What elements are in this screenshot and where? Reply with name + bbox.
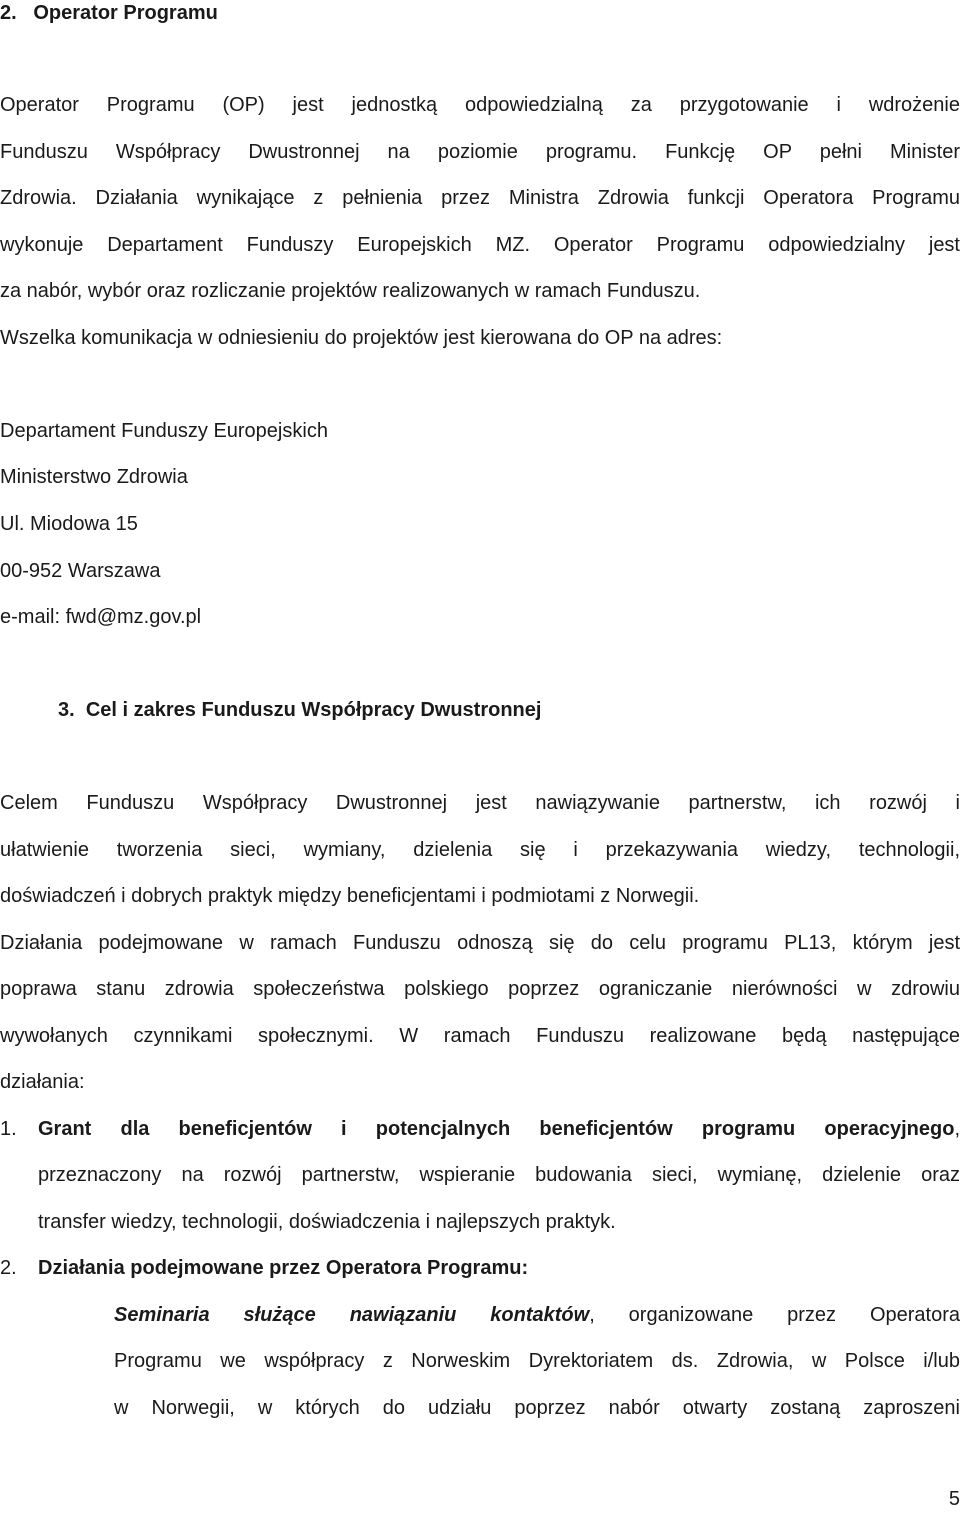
list-item-2-sub-line: w Norwegii, w których do udziału poprzez nabór otwarty zostaną zaproszeni: [114, 1397, 960, 1419]
section-3-para-line: poprawa stanu zdrowia społeczeństwa polskiego poprzez ograniczanie nierówności w zdrowiu: [0, 978, 960, 1000]
list-item-2-sub-first-line: [114, 1302, 960, 1328]
section-3-para-line: wywołanych czynnikami społecznymi. W ramach Funduszu realizowane będą następujące: [0, 1025, 960, 1047]
section-2-para-line: za nabór, wybór oraz rozliczanie projektów realizowanych w ramach Funduszu.: [0, 280, 701, 302]
list-item-1-line: transfer wiedzy, technologii, doświadczenia i najlepszych praktyk.: [38, 1211, 616, 1233]
section-3-para-line: Działania podejmowane w ramach Funduszu odnoszą się do celu programu PL13, którym jest: [0, 932, 960, 954]
section-2-para-line: Zdrowia. Działania wynikające z pełnienia przez Ministra Zdrowia funkcji Operatora Programu: [0, 187, 960, 209]
section-2-para-line: wykonuje Departament Funduszy Europejskich MZ. Operator Programu odpowiedzialny jest: [0, 234, 960, 256]
address-city: 00-952 Warszawa: [0, 560, 161, 582]
section-2-number: 2.: [0, 2, 17, 24]
page-number: 5: [948, 1488, 960, 1510]
section-3-para-line: ułatwienie tworzenia sieci, wymiany, dzielenia się i przekazywania wiedzy, technologii,: [0, 839, 960, 861]
section-3-heading: [58, 697, 960, 723]
section-3-para-line: doświadczeń i dobrych praktyk między beneficjentami i podmiotami z Norwegii.: [0, 885, 700, 907]
list-item-1-line: przeznaczony na rozwój partnerstw, wspieranie budowania sieci, wymianę, dzielenie oraz: [38, 1164, 960, 1186]
address-street: Ul. Miodowa 15: [0, 513, 138, 535]
section-2-para-line: Funduszu Współpracy Dwustronnej na poziomie programu. Funkcję OP pełni Minister: [0, 141, 960, 163]
section-2-heading: [0, 0, 960, 26]
list-item-2-title: Działania podejmowane przez Operatora Programu:: [38, 1257, 529, 1279]
address-ministry: Ministerstwo Zdrowia: [0, 466, 188, 488]
list-item-1-first-line: [38, 1116, 960, 1142]
section-3-number: 3.: [58, 699, 75, 721]
list-item-1-number: 1.: [0, 1118, 17, 1140]
list-item-2-sub-line: Programu we współpracy z Norweskim Dyrektoriatem ds. Zdrowia, w Polsce i/lub: [114, 1350, 960, 1372]
list-item-1-comma: ,: [954, 1118, 960, 1140]
section-3-para-line: działania:: [0, 1071, 85, 1093]
address-department: Departament Funduszy Europejskich: [0, 420, 328, 442]
address-email[interactable]: e-mail: fwd@mz.gov.pl: [0, 606, 202, 628]
seminars-title: Seminaria służące nawiązaniu kontaktów: [114, 1304, 590, 1326]
section-2-para-line: Wszelka komunikacja w odniesieniu do projektów jest kierowana do OP na adres:: [0, 327, 723, 349]
seminars-rest: , organizowane przez Operatora: [589, 1304, 960, 1326]
list-item-2-number: 2.: [0, 1257, 17, 1279]
section-3-title: Cel i zakres Funduszu Współpracy Dwustronnej: [85, 699, 542, 721]
section-3-para-line: Celem Funduszu Współpracy Dwustronnej jest nawiązywanie partnerstw, ich rozwój i: [0, 792, 960, 814]
list-item-1-title: Grant dla beneficjentów i potencjalnych beneficjentów programu operacyjnego: [38, 1118, 955, 1140]
section-2-title: Operator Programu: [33, 2, 218, 24]
section-2-para-line: Operator Programu (OP) jest jednostką odpowiedzialną za przygotowanie i wdrożenie: [0, 94, 960, 116]
